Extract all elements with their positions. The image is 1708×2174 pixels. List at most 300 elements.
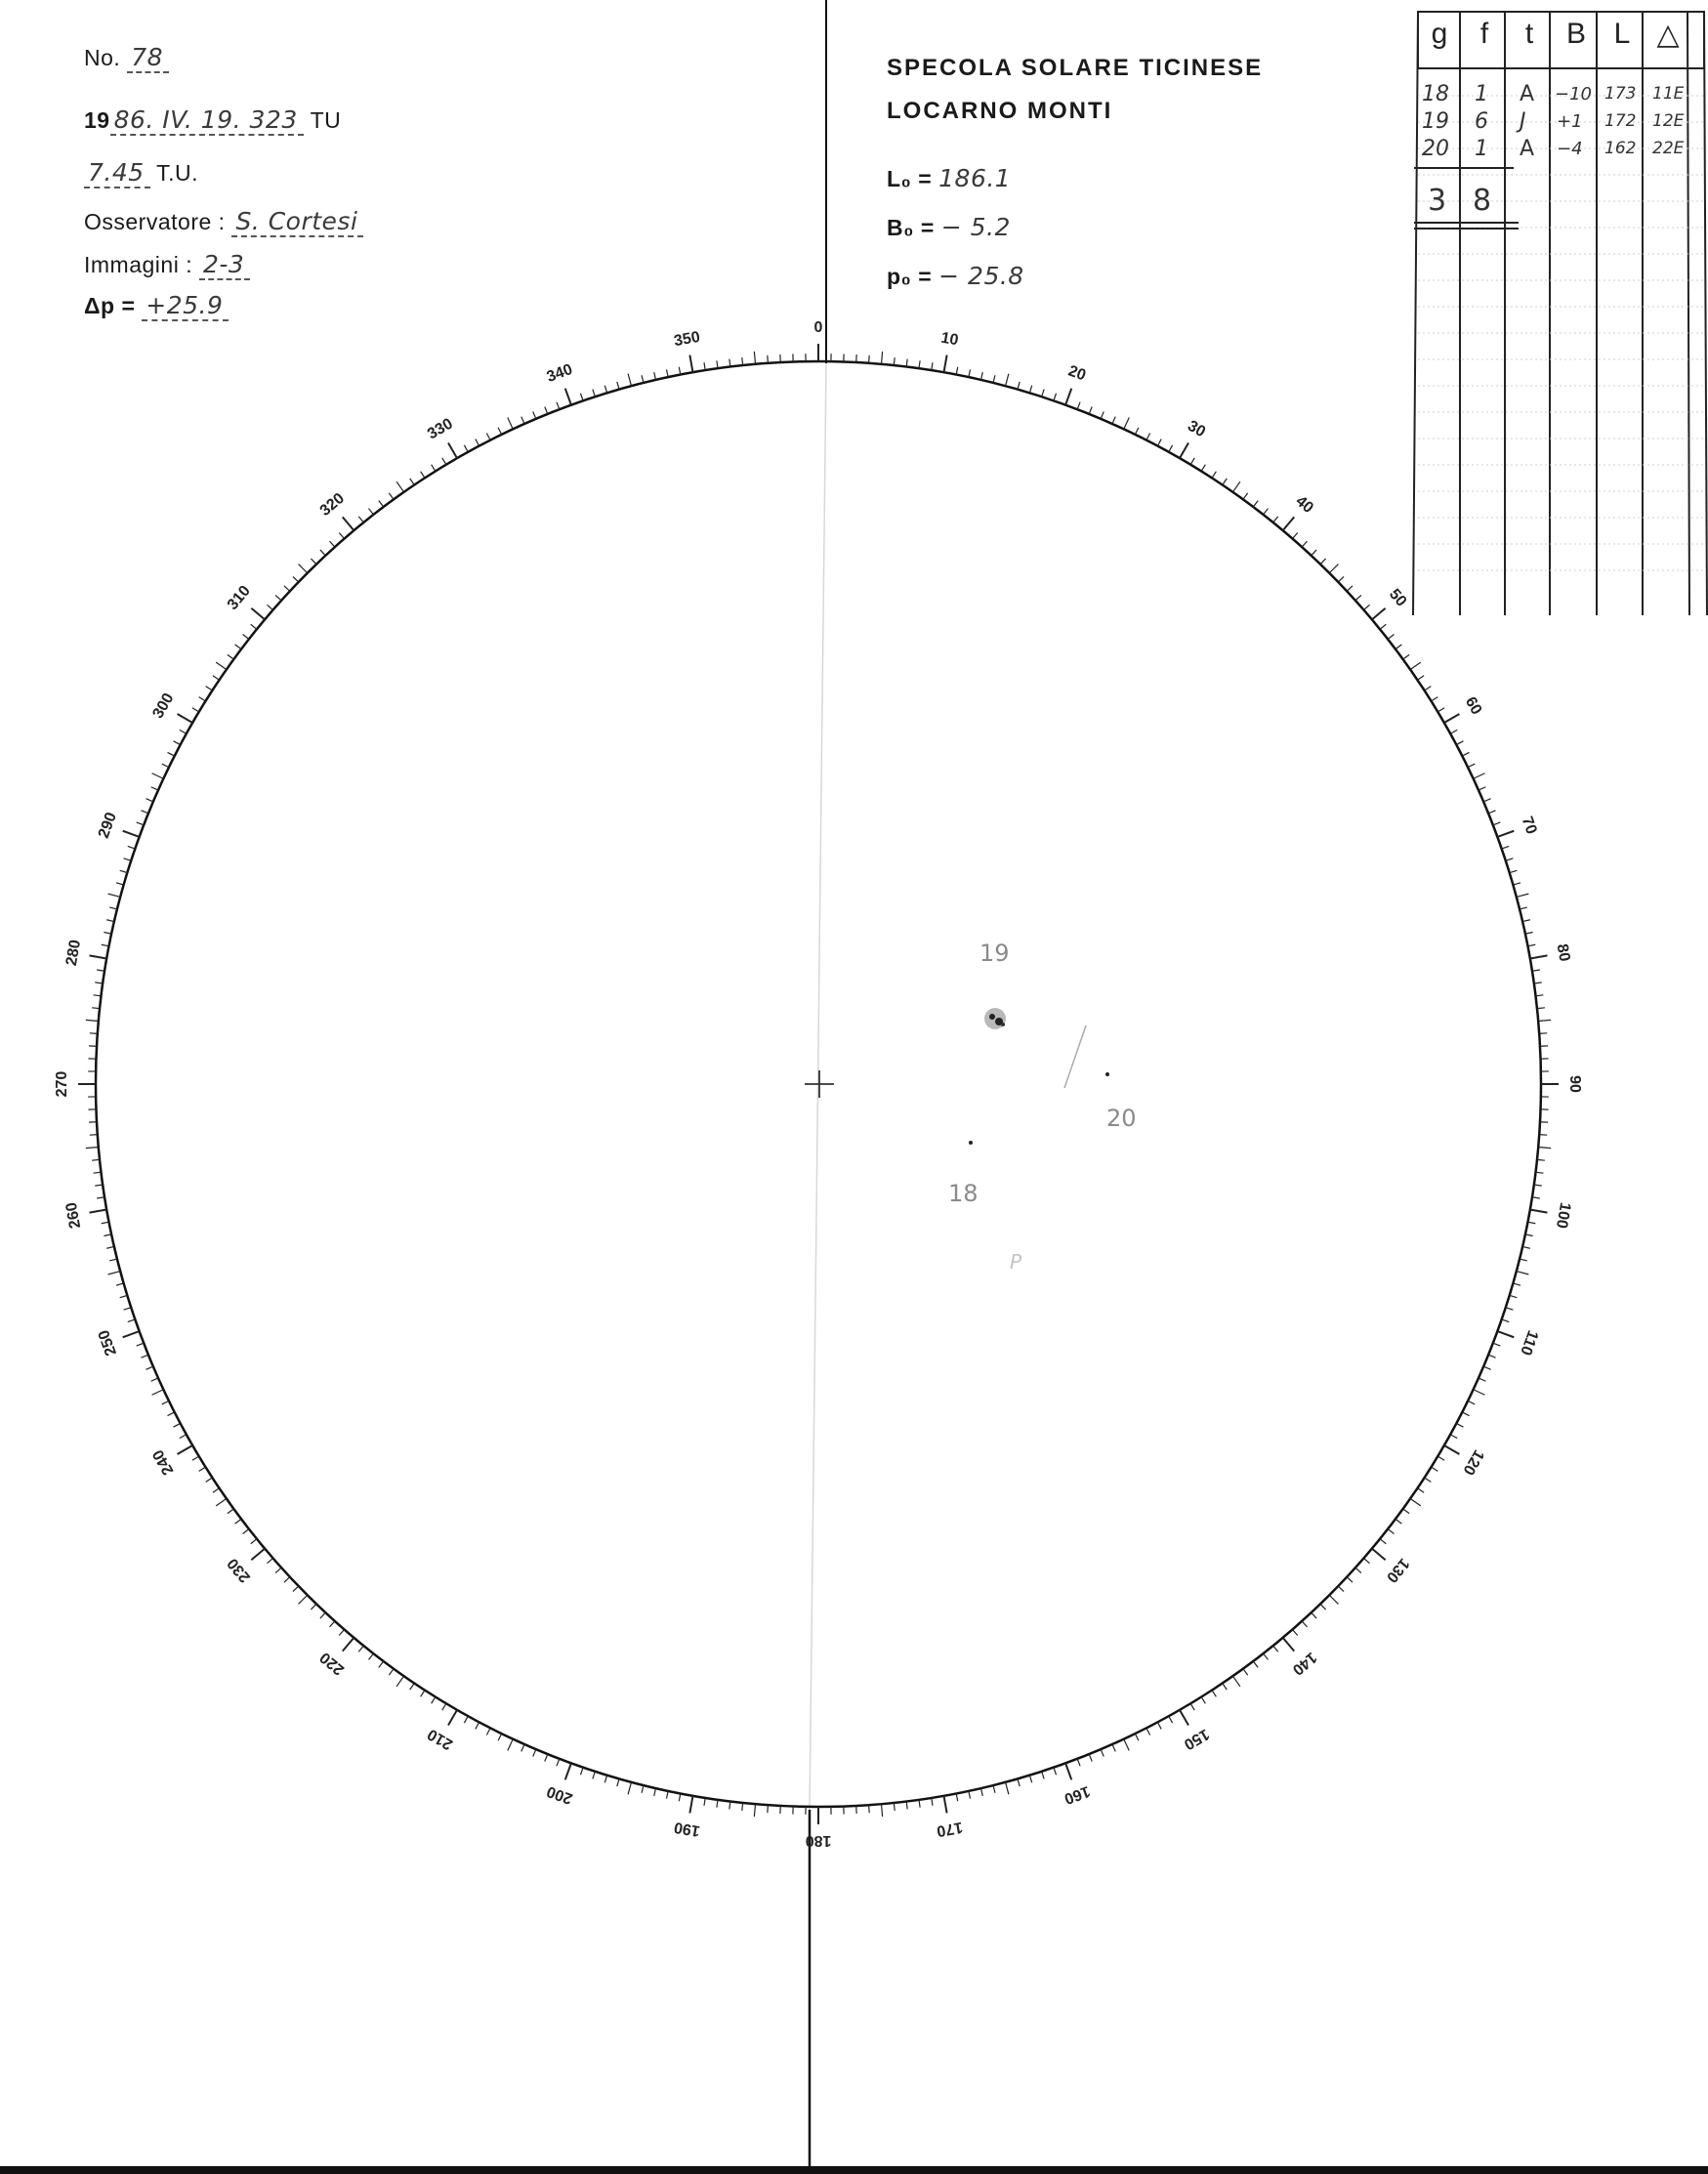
degree-tick	[1124, 1739, 1129, 1751]
degree-tick	[1522, 1246, 1530, 1248]
degree-tick	[1006, 374, 1009, 387]
degree-tick	[329, 1621, 334, 1627]
row-20-l: 162	[1604, 139, 1637, 158]
degree-label: 0	[813, 319, 823, 337]
degree-tick	[124, 858, 132, 860]
degree-tick	[508, 418, 513, 430]
row-20-delta: 22E	[1652, 139, 1685, 158]
col-header-f: f	[1479, 18, 1489, 50]
degree-tick	[106, 920, 114, 922]
degree-label: 100	[1552, 1200, 1574, 1231]
degree-tick	[980, 1788, 982, 1796]
degree-tick	[1201, 465, 1205, 472]
degree-tick	[943, 1796, 946, 1814]
degree-tick	[1462, 1412, 1469, 1416]
degree-label: 250	[95, 1327, 120, 1359]
degree-tick	[243, 1529, 249, 1534]
degree-tick	[1347, 1577, 1353, 1582]
degree-tick	[1517, 894, 1529, 897]
degree-tick	[993, 375, 995, 383]
degree-tick	[1437, 708, 1444, 712]
col-header-l: L	[1613, 18, 1631, 50]
degree-tick	[421, 472, 425, 479]
degree-tick	[1157, 1722, 1161, 1729]
degree-label: 270	[54, 1070, 71, 1098]
degree-label: 300	[149, 690, 178, 722]
degree-tick	[1530, 1209, 1548, 1212]
degree-tick	[1201, 1697, 1205, 1704]
degree-tick	[1169, 1716, 1173, 1723]
degree-tick	[396, 481, 403, 492]
degree-tick	[1535, 995, 1543, 996]
degree-tick	[1363, 1558, 1369, 1563]
row-19-delta: 12E	[1652, 111, 1685, 131]
record-number	[84, 43, 169, 71]
observer	[84, 207, 363, 235]
degree-tick	[97, 1197, 104, 1198]
degree-tick	[168, 752, 175, 756]
degree-label: 10	[939, 329, 960, 350]
degree-tick	[642, 375, 644, 383]
degree-tick	[1029, 1776, 1031, 1783]
degree-tick	[1042, 390, 1044, 397]
degree-tick	[1292, 1629, 1297, 1635]
degree-tick	[1101, 1749, 1104, 1756]
degree-label: 350	[672, 328, 702, 351]
observation-time	[84, 158, 198, 187]
degree-tick	[1112, 417, 1115, 424]
degree-tick	[1432, 697, 1438, 701]
degree-tick	[95, 1185, 103, 1186]
pen-mark: P	[1010, 1250, 1022, 1274]
degree-tick	[1223, 479, 1227, 485]
degree-tick	[199, 697, 206, 701]
degree-tick	[943, 355, 946, 373]
degree-tick	[109, 907, 117, 909]
degree-label: 230	[224, 1554, 254, 1586]
degree-tick	[1417, 1488, 1424, 1492]
degree-label: 160	[1062, 1782, 1093, 1808]
degree-tick	[267, 605, 272, 609]
degree-tick	[1403, 654, 1409, 659]
degree-tick	[969, 369, 971, 377]
degree-label: 170	[935, 1818, 965, 1840]
sunspot-group-20	[1064, 1025, 1109, 1088]
degree-label: 200	[544, 1782, 575, 1808]
row-18-f: 1	[1475, 82, 1488, 106]
degree-tick	[410, 479, 414, 485]
degree-tick	[1320, 1604, 1326, 1610]
degree-tick	[228, 1509, 233, 1514]
degree-tick	[1535, 1172, 1543, 1173]
degree-tick	[299, 1595, 308, 1604]
degree-tick	[1243, 493, 1248, 499]
degree-tick	[919, 360, 920, 368]
degree-tick	[1396, 645, 1401, 649]
degree-tick	[123, 831, 140, 837]
degree-tick	[368, 1653, 373, 1659]
degree-tick	[980, 372, 982, 380]
degree-tick	[235, 645, 241, 649]
degree-tick	[932, 1798, 933, 1806]
degree-tick	[1347, 586, 1353, 591]
degree-tick	[1497, 831, 1514, 837]
degree-tick	[1513, 883, 1521, 885]
degree-tick	[432, 465, 436, 472]
degree-tick	[146, 799, 152, 802]
degree-tick	[293, 1586, 299, 1592]
degree-tick	[192, 708, 199, 712]
col-header-g: g	[1431, 18, 1448, 50]
degree-tick	[1232, 1676, 1239, 1687]
degree-tick	[162, 764, 169, 768]
degree-tick	[628, 374, 631, 387]
degree-label: 210	[425, 1725, 456, 1753]
degree-tick	[1537, 1159, 1545, 1160]
l0-value: 186.1	[938, 164, 1012, 192]
degree-tick	[178, 1445, 193, 1454]
degree-tick	[311, 1604, 316, 1610]
degree-tick	[275, 1568, 281, 1572]
degree-tick	[1506, 1308, 1514, 1310]
degree-tick	[1018, 382, 1020, 390]
degree-tick	[1468, 764, 1475, 768]
degree-tick	[919, 1800, 920, 1808]
degree-label: 40	[1292, 492, 1316, 518]
degree-tick	[1253, 501, 1258, 507]
row-18-l: 173	[1604, 84, 1637, 104]
degree-tick	[1527, 944, 1535, 946]
degree-tick	[565, 1763, 571, 1779]
degree-tick	[174, 1423, 181, 1427]
degree-tick	[1520, 1259, 1527, 1261]
l0-parameter	[887, 164, 1011, 192]
delta-p-value: +25.9	[142, 291, 229, 321]
degree-tick	[1525, 932, 1533, 934]
degree-tick	[654, 1788, 656, 1796]
degree-tick	[593, 390, 595, 397]
degree-tick	[557, 1759, 560, 1766]
degree-tick	[1450, 730, 1457, 733]
degree-tick	[679, 367, 681, 375]
degree-tick	[557, 402, 560, 409]
degree-tick	[894, 1803, 895, 1811]
degree-tick	[604, 386, 606, 394]
degree-tick	[1157, 439, 1161, 446]
degree-tick	[128, 1319, 136, 1322]
degree-tick	[102, 1222, 109, 1224]
degree-tick	[151, 1378, 158, 1381]
degree-tick	[168, 1412, 175, 1416]
degree-tick	[104, 932, 111, 934]
col-header-delta: △	[1656, 19, 1680, 51]
degree-tick	[320, 550, 325, 556]
degree-tick	[498, 1734, 502, 1740]
degree-tick	[137, 822, 144, 825]
degree-tick	[1180, 443, 1188, 459]
degree-tick	[343, 1638, 354, 1651]
degree-tick	[1380, 1539, 1386, 1544]
degree-tick	[293, 576, 299, 582]
degree-tick	[628, 1782, 631, 1795]
degree-tick	[228, 654, 233, 659]
degree-tick	[92, 1008, 100, 1009]
degree-tick	[729, 1801, 730, 1809]
degree-tick	[86, 1147, 99, 1148]
degree-tick	[1468, 1401, 1475, 1404]
row-19-l: 172	[1604, 111, 1637, 131]
degree-tick	[90, 1135, 98, 1136]
degree-tick	[1502, 846, 1510, 849]
degree-tick	[1283, 1638, 1295, 1651]
degree-tick	[617, 1778, 619, 1786]
degree-label: 110	[1517, 1327, 1541, 1358]
degree-tick	[521, 417, 524, 424]
degree-tick	[251, 608, 265, 620]
degree-tick	[192, 1456, 199, 1460]
degree-label: 280	[62, 938, 85, 968]
degree-label: 30	[1185, 417, 1209, 441]
degree-tick	[1410, 662, 1421, 669]
degree-tick	[1243, 1669, 1248, 1675]
row-20-t: A	[1520, 137, 1535, 161]
degree-tick	[1497, 1331, 1514, 1337]
date-prefix: 19	[84, 107, 110, 133]
degree-label: 220	[316, 1649, 349, 1679]
record-number-label: No.	[84, 45, 121, 70]
degree-tick	[102, 944, 109, 946]
degree-tick	[108, 1272, 121, 1275]
degree-tick	[284, 586, 290, 591]
degree-tick	[1232, 481, 1239, 492]
degree-tick	[1444, 1445, 1460, 1454]
degree-tick	[1388, 1529, 1394, 1534]
degree-tick	[1029, 386, 1031, 394]
degree-label: 140	[1288, 1649, 1320, 1679]
degree-tick	[1135, 428, 1139, 435]
degree-tick	[1456, 741, 1463, 745]
images-label: Immagini :	[84, 252, 193, 277]
degree-tick	[1273, 517, 1278, 523]
degree-tick	[1479, 1378, 1485, 1381]
degree-tick	[1450, 1435, 1457, 1439]
b0-label: B₀ =	[887, 215, 935, 240]
degree-tick	[128, 846, 136, 849]
degree-tick	[251, 624, 257, 629]
degree-tick	[1506, 858, 1514, 860]
delta-p	[84, 291, 229, 319]
degree-tick	[1417, 676, 1424, 680]
observatory-name: SPECOLA SOLARE TICINESE	[887, 55, 1264, 81]
degree-tick	[1054, 1768, 1057, 1776]
total-groups: 3	[1428, 184, 1447, 218]
degree-tick	[1488, 1355, 1495, 1358]
degree-tick	[1355, 1568, 1361, 1572]
degree-tick	[320, 1612, 325, 1618]
degree-label: 320	[316, 489, 349, 520]
degree-tick	[666, 369, 668, 377]
degree-tick	[251, 1539, 257, 1544]
row-18-g: 18	[1422, 82, 1449, 106]
degree-tick	[94, 1172, 102, 1173]
degree-tick	[421, 1691, 425, 1697]
l0-label: L₀ =	[887, 166, 933, 191]
degree-tick	[1329, 564, 1338, 573]
degree-tick	[1065, 1763, 1071, 1779]
degree-tick	[1135, 1734, 1139, 1740]
degree-tick	[379, 501, 384, 507]
degree-tick	[137, 1343, 144, 1346]
degree-tick	[1396, 1519, 1401, 1524]
degree-tick	[1538, 1020, 1551, 1021]
degree-tick	[120, 1295, 128, 1297]
degree-tick	[396, 1676, 403, 1687]
degree-tick	[969, 1791, 971, 1799]
degree-tick	[869, 355, 870, 363]
observer-value: S. Cortesi	[231, 207, 363, 237]
degree-tick	[476, 1722, 479, 1729]
degree-tick	[604, 1776, 606, 1783]
degree-tick	[235, 1519, 241, 1524]
degree-tick	[180, 1435, 187, 1439]
degree-tick	[180, 730, 187, 733]
degree-tick	[1532, 970, 1540, 971]
row-19-b: +1	[1557, 111, 1583, 132]
degree-label: 260	[62, 1200, 85, 1231]
degree-tick	[1077, 402, 1080, 409]
degree-tick	[120, 870, 128, 872]
degree-tick	[389, 1669, 394, 1675]
degree-tick	[1089, 1754, 1092, 1761]
degree-label: 90	[1565, 1075, 1583, 1093]
degree-tick	[565, 389, 571, 405]
degree-tick	[1006, 1782, 1009, 1795]
degree-tick	[1483, 1366, 1490, 1369]
degree-tick	[1146, 1728, 1150, 1735]
degree-tick	[1410, 1498, 1421, 1505]
degree-tick	[116, 883, 124, 885]
degree-tick	[1493, 1343, 1500, 1346]
degree-tick	[1502, 1319, 1510, 1322]
degree-tick	[329, 541, 334, 547]
degree-tick	[178, 714, 193, 723]
images	[84, 250, 250, 278]
degree-tick	[1355, 595, 1361, 600]
degree-tick	[1483, 799, 1490, 802]
degree-tick	[432, 1697, 436, 1704]
degree-tick	[1077, 1759, 1080, 1766]
date-value: 86. IV. 19. 323	[110, 105, 304, 136]
degree-tick	[1089, 406, 1092, 413]
degree-tick	[689, 1796, 692, 1814]
degree-tick	[1532, 1197, 1540, 1198]
degree-tick	[104, 1234, 111, 1236]
degree-label: 310	[224, 582, 254, 614]
degree-tick	[141, 1355, 147, 1358]
degree-tick	[1253, 1661, 1258, 1667]
degree-tick	[275, 595, 281, 600]
degree-tick	[1190, 458, 1194, 465]
degree-label: 290	[95, 810, 120, 841]
degree-tick	[1474, 773, 1485, 778]
degree-tick	[654, 372, 656, 380]
degree-tick	[1372, 1549, 1386, 1561]
row-18-delta: 11E	[1652, 84, 1685, 104]
degree-tick	[1534, 1185, 1542, 1186]
degree-tick	[1320, 559, 1326, 564]
degree-tick	[1190, 1703, 1194, 1710]
time-suffix: T.U.	[156, 160, 199, 186]
degree-tick	[108, 894, 121, 897]
degree-tick	[90, 1209, 107, 1212]
degree-label: 340	[544, 360, 575, 386]
degree-tick	[545, 1754, 548, 1761]
degree-tick	[545, 406, 548, 413]
degree-tick	[1112, 1744, 1115, 1751]
degree-tick	[508, 1739, 513, 1751]
degree-label: 190	[672, 1818, 702, 1840]
degree-tick	[1530, 955, 1548, 958]
row-19-f: 6	[1475, 109, 1488, 134]
degree-tick	[1146, 434, 1150, 440]
degree-tick	[1493, 822, 1500, 825]
degree-tick	[123, 1331, 140, 1337]
degree-tick	[151, 787, 158, 790]
degree-tick	[1302, 1621, 1307, 1627]
observation-date	[84, 105, 341, 134]
degree-tick	[1517, 1272, 1529, 1275]
images-value: 2-3	[199, 250, 250, 280]
degree-tick	[476, 439, 479, 446]
degree-tick	[464, 1716, 468, 1723]
p0-label: p₀ =	[887, 264, 933, 289]
degree-tick	[1437, 1456, 1444, 1460]
degree-tick	[442, 1703, 446, 1710]
degree-tick	[1292, 532, 1297, 538]
degree-tick	[1510, 1295, 1518, 1297]
degree-tick	[389, 493, 394, 499]
degree-tick	[1444, 714, 1460, 723]
degree-tick	[368, 509, 373, 515]
degree-tick	[742, 1803, 743, 1811]
degree-tick	[906, 359, 907, 367]
degree-tick	[267, 1558, 272, 1563]
degree-tick	[1018, 1778, 1020, 1786]
b0-value: − 5.2	[940, 213, 1011, 241]
degree-tick	[1539, 1033, 1547, 1034]
degree-tick	[106, 1246, 114, 1248]
degree-tick	[1388, 634, 1394, 639]
sunspot-group-18	[969, 1141, 973, 1145]
degree-tick	[124, 1308, 132, 1310]
degree-tick	[1054, 394, 1057, 401]
degree-tick	[1380, 624, 1386, 629]
degree-tick	[216, 1498, 227, 1505]
degree-tick	[199, 1467, 206, 1471]
row-19-t: J	[1520, 109, 1526, 134]
degree-tick	[1456, 1423, 1463, 1427]
degree-tick	[162, 1401, 169, 1404]
degree-tick	[768, 1805, 769, 1813]
degree-tick	[486, 434, 490, 440]
degree-tick	[206, 1478, 213, 1482]
degree-label: 60	[1461, 693, 1485, 718]
degree-tick	[379, 1661, 384, 1667]
degree-tick	[1212, 1691, 1216, 1697]
degree-tick	[358, 517, 363, 523]
degree-tick	[533, 1749, 536, 1756]
degree-label: 20	[1065, 362, 1089, 385]
